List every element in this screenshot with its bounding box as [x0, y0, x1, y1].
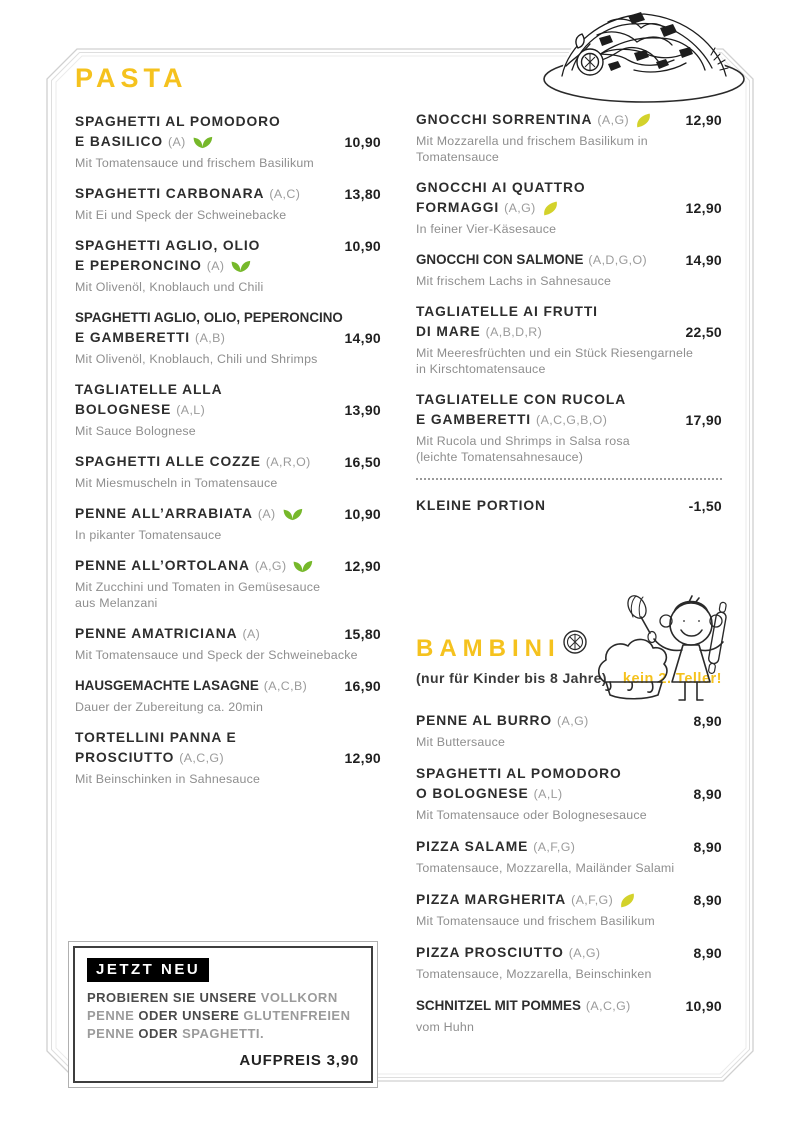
item-description: Mit Ei und Speck der Schweinebacke: [75, 208, 287, 222]
item-description: in Kirschtomatensauce: [416, 362, 546, 376]
item-name: SPAGHETTI AGLIO, OLIO, PEPERONCINO: [75, 310, 343, 325]
dotted-divider: [416, 478, 722, 480]
menu-item: [416, 250, 722, 289]
menu-item: [75, 556, 381, 611]
menu-item: [75, 676, 381, 715]
bambini-subtitle: (nur für Kinder bis 8 Jahre): [416, 670, 607, 686]
item-line: [416, 390, 722, 410]
item-name: TAGLIATELLE CON RUCOLA: [416, 392, 627, 407]
menu-item: [416, 837, 722, 876]
pasta-plate-illustration: [538, 0, 752, 106]
promo-highlight-text: VOLLKORN PENNE: [87, 990, 338, 1023]
menu-item: [75, 380, 381, 439]
item-description: In feiner Vier-Käsesauce: [416, 222, 557, 236]
item-description: Mit Rucola und Shrimps in Salsa rosa: [416, 434, 630, 448]
item-name: SPAGHETTI AGLIO, OLIO: [75, 238, 261, 253]
item-name: GNOCCHI AI QUATTRO: [416, 180, 586, 195]
item-description: aus Melanzani: [75, 596, 158, 610]
item-price: 12,90: [685, 112, 722, 128]
item-price: -1,50: [688, 498, 722, 514]
item-line: [416, 943, 722, 963]
item-price: 8,90: [693, 892, 722, 908]
item-name: TAGLIATELLE AI FRUTTI: [416, 304, 598, 319]
item-name: GNOCCHI SORRENTINA: [416, 112, 593, 127]
item-name: E GAMBERETTI: [416, 412, 532, 427]
menu-item: [416, 178, 722, 237]
girl-chef-illustration: [548, 590, 730, 726]
item-description: Mit Tomatensauce oder Bolognesesauce: [416, 808, 647, 822]
item-line: [416, 890, 722, 910]
promo-highlight-text: GLUTENFREIEN PENNE: [87, 1008, 351, 1041]
right-column: [416, 110, 722, 1049]
item-description: Mit Miesmuscheln in Tomatensauce: [75, 476, 278, 490]
item-allergens: (A,C): [269, 187, 301, 201]
girl-body: [654, 639, 723, 700]
item-price: 15,80: [344, 626, 381, 642]
item-line: [75, 256, 381, 276]
item-description: Mit frischem Lachs in Sahnesauce: [416, 274, 612, 288]
item-name: E GAMBERETTI: [75, 330, 191, 345]
bambini-item-list: [416, 711, 722, 1035]
item-line: [75, 132, 381, 152]
item-name: O BOLOGNESE: [416, 786, 529, 801]
item-price: 14,90: [344, 330, 381, 346]
item-description: Mit Zucchini und Tomaten in Gemüsesauce: [75, 580, 321, 594]
item-name: FORMAGGI: [416, 200, 500, 215]
promo-regular-text: ODER UNSERE: [134, 1008, 244, 1023]
item-description: (leichte Tomatensahnesauce): [416, 450, 584, 464]
item-allergens: (A,C,G): [585, 999, 631, 1013]
lemon-slice-icon: [564, 631, 586, 653]
item-name: BOLOGNESE: [75, 402, 172, 417]
girl-face: [681, 621, 702, 636]
item-description: Mit Olivenöl, Knoblauch, Chili und Shrimps: [75, 352, 318, 366]
promo-title-badge: JETZT NEU: [87, 958, 209, 982]
menu-item: [75, 308, 381, 367]
item-line: [75, 676, 381, 696]
menu-item: [75, 236, 381, 295]
menu-item: [416, 943, 722, 982]
item-description: Tomatensauce, Mozzarella, Mailänder Salami: [416, 861, 675, 875]
item-line: [416, 837, 722, 857]
pasta-item-list-right: [416, 110, 722, 516]
promo-highlight-text: SPAGHETTI.: [182, 1026, 265, 1041]
item-name: PENNE AL BURRO: [416, 713, 553, 728]
menu-item: [416, 302, 722, 377]
item-name: SCHNITZEL MIT POMMES: [416, 998, 581, 1013]
item-allergens: (A,R,O): [265, 455, 311, 469]
item-price: 13,80: [344, 186, 381, 202]
item-allergens: (A,B,D,R): [485, 325, 543, 339]
item-price: 12,90: [685, 200, 722, 216]
green-leaf-icon: [282, 508, 303, 521]
item-price: 22,50: [685, 324, 722, 340]
menu-item: [416, 390, 722, 465]
item-name: SPAGHETTI ALLE COZZE: [75, 454, 261, 469]
item-allergens: (A,G): [557, 714, 589, 728]
item-name: PENNE ALL’ARRABIATA: [75, 506, 253, 521]
item-name: GNOCCHI CON SALMONE: [416, 252, 584, 267]
item-description: Mit Mozzarella und frischem Basilikum in: [416, 134, 648, 148]
item-description: Mit Tomatensauce und frischem Basilikum: [75, 156, 314, 170]
item-price: 8,90: [693, 945, 722, 961]
item-name: SPAGHETTI CARBONARA: [75, 186, 265, 201]
item-description: Tomatensauce, Mozzarella, Beinschinken: [416, 967, 652, 981]
yellow-leaf-icon: [618, 892, 637, 908]
item-name: PENNE AMATRICIANA: [75, 626, 238, 641]
item-price: 14,90: [685, 252, 722, 268]
promo-body-text: [87, 989, 359, 1043]
item-line: [75, 184, 381, 204]
item-price: 17,90: [685, 412, 722, 428]
item-allergens: (A,C,G): [179, 751, 224, 765]
item-line: [75, 400, 381, 420]
item-line: [416, 178, 722, 198]
item-name: SPAGHETTI AL POMODORO: [416, 766, 622, 781]
item-price: 8,90: [693, 839, 722, 855]
pasta-item-list: [75, 112, 381, 787]
item-line: [75, 728, 381, 748]
menu-item: [416, 996, 722, 1035]
item-description: Mit Meeresfrüchten und ein Stück Riesengarnele: [416, 346, 694, 360]
item-name: TAGLIATELLE ALLA: [75, 382, 223, 397]
item-line: [75, 504, 381, 524]
item-allergens: (A,G): [504, 201, 536, 215]
menu-item: [416, 890, 722, 929]
item-description: Mit Beinschinken in Sahnesauce: [75, 772, 261, 786]
item-description: Dauer der Zubereitung ca. 20min: [75, 700, 264, 714]
menu-item: [75, 624, 381, 663]
menu-item: [75, 452, 381, 491]
item-line: [75, 308, 381, 328]
item-price: 13,90: [344, 402, 381, 418]
cake-icon: [599, 639, 667, 698]
menu-item: [416, 496, 722, 516]
menu-item: [75, 504, 381, 543]
item-name: SPAGHETTI AL POMODORO: [75, 114, 281, 129]
promo-regular-text: ODER: [134, 1026, 183, 1041]
item-line: [416, 302, 722, 322]
item-line: [75, 624, 381, 644]
item-line: [75, 328, 381, 348]
page-title: PASTA: [75, 63, 188, 93]
item-description: Mit Sauce Bolognese: [75, 424, 196, 438]
item-line: [416, 110, 722, 130]
bambini-title: BAMBINI: [416, 635, 561, 662]
menu-item: [75, 184, 381, 223]
item-description: Mit Tomatensauce und frischem Basilikum: [416, 914, 655, 928]
item-allergens: (A,F,G): [571, 893, 614, 907]
item-line: [75, 380, 381, 400]
item-allergens: (A,G): [597, 113, 630, 127]
item-price: 10,90: [344, 506, 381, 522]
whisk-icon: [624, 593, 656, 643]
item-line: [416, 410, 722, 430]
promo-box: [68, 941, 378, 1088]
item-description: Mit Buttersauce: [416, 735, 506, 749]
item-description: Tomatensauce: [416, 150, 499, 164]
item-line: [75, 236, 381, 256]
item-price: 16,90: [344, 678, 381, 694]
item-line: [75, 112, 381, 132]
item-price: 16,50: [344, 454, 381, 470]
item-line: [416, 496, 722, 516]
menu-item: [416, 764, 722, 823]
item-line: [416, 198, 722, 218]
item-description: vom Huhn: [416, 1020, 475, 1034]
menu-item: [75, 112, 381, 171]
rolling-pin-icon: [706, 602, 728, 675]
item-allergens: (A,C,G,B,O): [536, 413, 608, 427]
item-allergens: (A): [167, 135, 186, 149]
item-name: KLEINE PORTION: [416, 498, 546, 513]
item-allergens: (A,B): [195, 331, 226, 345]
promo-box-outer-border: [68, 941, 378, 1088]
item-name: E BASILICO: [75, 134, 163, 149]
menu-item: [75, 728, 381, 787]
item-line: [416, 322, 722, 342]
item-name: HAUSGEMACHTE LASAGNE: [75, 678, 259, 693]
promo-surcharge: AUFPREIS 3,90: [239, 1052, 359, 1069]
item-line: [416, 996, 722, 1016]
item-description: Mit Olivenöl, Knoblauch und Chili: [75, 280, 264, 294]
item-allergens: (A,D,G,O): [588, 253, 648, 267]
item-name: PIZZA SALAME: [416, 839, 529, 854]
item-description: Mit Tomatensauce und Speck der Schweinebacke: [75, 648, 358, 662]
yellow-leaf-icon: [634, 112, 653, 128]
item-price: 10,90: [344, 134, 381, 150]
green-leaf-icon: [192, 136, 213, 149]
promo-box-inner-border: [73, 946, 373, 1083]
item-price: 8,90: [693, 786, 722, 802]
item-line: [416, 784, 722, 804]
menu-item: [416, 110, 722, 165]
item-description: In pikanter Tomatensauce: [75, 528, 222, 542]
item-line: [75, 452, 381, 472]
item-line: [75, 556, 381, 576]
item-line: [75, 748, 381, 768]
bambini-note: kein 2. Teller!: [622, 671, 722, 687]
item-allergens: (A): [257, 507, 276, 521]
yellow-leaf-icon: [541, 200, 560, 216]
item-line: [416, 764, 722, 784]
item-price: 12,90: [344, 750, 381, 766]
item-name: PIZZA PROSCIUTTO: [416, 945, 564, 960]
item-price: 8,90: [693, 713, 722, 729]
item-price: 12,90: [344, 558, 381, 574]
item-allergens: (A): [242, 627, 261, 641]
item-name: PIZZA MARGHERITA: [416, 892, 567, 907]
green-leaf-icon: [292, 560, 313, 573]
item-allergens: (A): [206, 259, 225, 273]
item-name: E PEPERONCINO: [75, 258, 202, 273]
item-allergens: (A,L): [176, 403, 206, 417]
green-leaf-icon: [230, 260, 251, 273]
item-allergens: (A,L): [533, 787, 563, 801]
item-name: DI MARE: [416, 324, 481, 339]
item-allergens: (A,C,B): [263, 679, 308, 693]
item-allergens: (A,G): [568, 946, 601, 960]
promo-regular-text: PROBIEREN SIE UNSERE: [87, 990, 261, 1005]
item-allergens: (A,G): [254, 559, 287, 573]
item-price: 10,90: [344, 238, 381, 254]
item-price: 10,90: [685, 998, 722, 1014]
item-name: PROSCIUTTO: [75, 750, 175, 765]
item-line: [416, 250, 722, 270]
pasta-column: [75, 62, 381, 800]
item-allergens: (A,F,G): [533, 840, 576, 854]
item-name: TORTELLINI PANNA E: [75, 730, 237, 745]
item-name: PENNE ALL’ORTOLANA: [75, 558, 250, 573]
